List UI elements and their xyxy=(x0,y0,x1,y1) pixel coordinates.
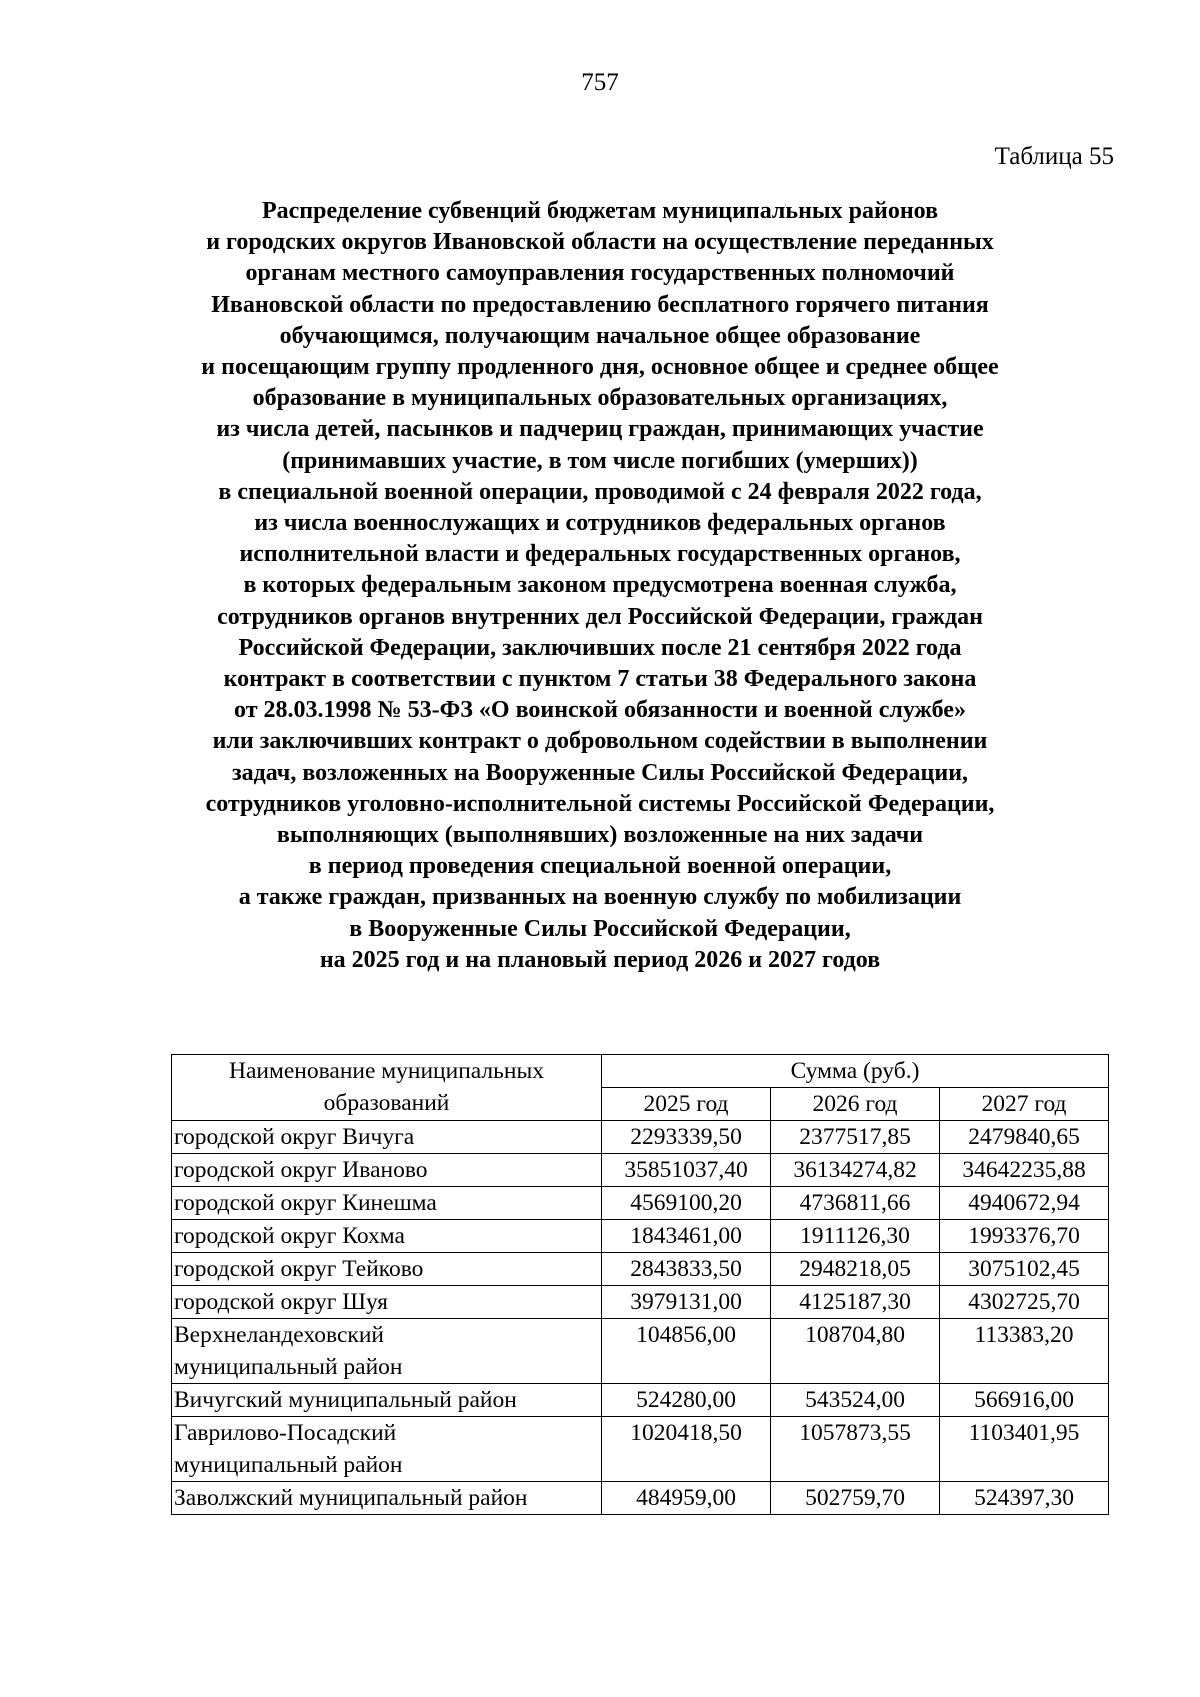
table-row xyxy=(172,1121,1109,1154)
municipality-name: городской округ Кинешма xyxy=(174,1190,437,1216)
municipality-name-cell xyxy=(172,1482,602,1515)
sum-column-header: Сумма (руб.) xyxy=(602,1055,1109,1088)
amount-2026-cell: 1911126,30 xyxy=(771,1220,940,1253)
title-line: Российской Федерации, заключивших после 21 сентября 2022 года xyxy=(238,634,962,661)
title-line: от 28.03.1998 № 53-ФЗ «О воинской обязанности и военной службе» xyxy=(234,697,966,724)
municipality-name-cell xyxy=(172,1121,602,1154)
title-line: обучающимся, получающим начальное общее образование xyxy=(279,322,921,349)
municipality-name-continued: муниципальный район xyxy=(174,1452,403,1478)
amount-2027-cell: 566916,00 xyxy=(940,1384,1109,1417)
table-row xyxy=(172,1417,1109,1482)
title-line: сотрудников органов внутренних дел Российской Федерации, граждан xyxy=(217,603,983,630)
title-line: образование в муниципальных образовательных организациях, xyxy=(252,385,948,412)
title-line: из числа детей, пасынков и падчериц граждан, принимающих участие xyxy=(216,416,984,443)
title-line: а также граждан, призванных на военную службу по мобилизации xyxy=(238,884,962,911)
municipality-name: городской округ Шуя xyxy=(174,1289,388,1315)
title-line: в которых федеральным законом предусмотрена военная служба, xyxy=(243,572,957,599)
municipality-name-cell xyxy=(172,1384,602,1417)
year-header-2027: 2027 год xyxy=(940,1088,1109,1121)
title-line: Ивановской области по предоставлению бесплатного горячего питания xyxy=(211,291,989,318)
page-number: 757 xyxy=(581,69,619,96)
title-line: (принимавших участие, в том числе погибших (умерших)) xyxy=(282,447,918,474)
amount-2026-cell: 2948218,05 xyxy=(771,1253,940,1286)
table-label: Таблица 55 xyxy=(994,143,1114,170)
amount-2026-cell: 2377517,85 xyxy=(771,1121,940,1154)
amount-2026-cell: 36134274,82 xyxy=(771,1154,940,1187)
header-line: Наименование муниципальных xyxy=(229,1058,544,1084)
amount-2025-cell: 1843461,00 xyxy=(602,1220,771,1253)
amount-2026-cell: 4125187,30 xyxy=(771,1286,940,1319)
municipality-name-cell xyxy=(172,1286,602,1319)
document-title xyxy=(150,196,1050,976)
amount-2025-cell: 2843833,50 xyxy=(602,1253,771,1286)
municipality-column-header xyxy=(172,1055,602,1121)
amount-2026-cell: 502759,70 xyxy=(771,1482,940,1515)
subsidy-table xyxy=(171,1054,1109,1515)
header-line: образований xyxy=(323,1090,450,1116)
amount-2025-cell: 2293339,50 xyxy=(602,1121,771,1154)
year-header-2026: 2026 год xyxy=(771,1088,940,1121)
amount-2026-cell: 4736811,66 xyxy=(771,1187,940,1220)
municipality-name-cell xyxy=(172,1220,602,1253)
municipality-name: Вичугский муниципальный район xyxy=(174,1387,517,1413)
title-line: выполняющих (выполнявших) возложенные на них задачи xyxy=(276,822,924,849)
title-line: в период проведения специальной военной операции, xyxy=(308,853,892,880)
amount-2025-cell: 524280,00 xyxy=(602,1384,771,1417)
municipality-name-cell xyxy=(172,1319,602,1384)
title-line: из числа военнослужащих и сотрудников федеральных органов xyxy=(254,510,946,537)
amount-2027-cell: 1993376,70 xyxy=(940,1220,1109,1253)
municipality-name: городской округ Кохма xyxy=(174,1223,405,1249)
municipality-name: городской округ Вичуга xyxy=(174,1124,415,1150)
title-line: Распределение субвенций бюджетам муниципальных районов xyxy=(261,198,939,224)
title-line: в специальной военной операции, проводимой с 24 февраля 2022 года, xyxy=(218,478,982,505)
municipality-name-cell xyxy=(172,1187,602,1220)
amount-2026-cell: 543524,00 xyxy=(771,1384,940,1417)
table-row xyxy=(172,1154,1109,1187)
amount-2025-cell: 35851037,40 xyxy=(602,1154,771,1187)
amount-2027-cell: 524397,30 xyxy=(940,1482,1109,1515)
amount-2025-cell: 104856,00 xyxy=(602,1319,771,1384)
amount-2027-cell: 4302725,70 xyxy=(940,1286,1109,1319)
amount-2025-cell: 3979131,00 xyxy=(602,1286,771,1319)
amount-2026-cell: 108704,80 xyxy=(771,1319,940,1384)
title-line: контракт в соответствии с пунктом 7 статьи 38 Федерального закона xyxy=(223,666,977,693)
title-line: и городских округов Ивановской области на осуществление переданных xyxy=(206,229,994,256)
table-row xyxy=(172,1286,1109,1319)
title-line: в Вооруженные Силы Российской Федерации, xyxy=(349,915,851,942)
amount-2027-cell: 3075102,45 xyxy=(940,1253,1109,1286)
municipality-name: городской округ Тейково xyxy=(174,1256,424,1282)
municipality-name: Заволжский муниципальный район xyxy=(174,1485,528,1511)
title-line: задач, возложенных на Вооруженные Силы Российской Федерации, xyxy=(231,759,969,786)
amount-2027-cell: 4940672,94 xyxy=(940,1187,1109,1220)
title-line: и посещающим группу продленного дня, основное общее и среднее общее xyxy=(201,354,999,381)
municipality-name-cell xyxy=(172,1417,602,1482)
amount-2025-cell: 4569100,20 xyxy=(602,1187,771,1220)
table-row xyxy=(172,1482,1109,1515)
municipality-name-cell xyxy=(172,1253,602,1286)
amount-2027-cell: 2479840,65 xyxy=(940,1121,1109,1154)
table-header-row xyxy=(172,1055,1109,1088)
municipality-name-continued: муниципальный район xyxy=(174,1354,403,1380)
year-header-2025: 2025 год xyxy=(602,1088,771,1121)
amount-2026-cell: 1057873,55 xyxy=(771,1417,940,1482)
title-line: на 2025 год и на плановый период 2026 и 2027 годов xyxy=(319,946,881,973)
title-line: органам местного самоуправления государственных полномочий xyxy=(245,260,955,287)
amount-2027-cell: 34642235,88 xyxy=(940,1154,1109,1187)
table-row xyxy=(172,1384,1109,1417)
title-line: исполнительной власти и федеральных государственных органов, xyxy=(239,541,961,568)
amount-2027-cell: 113383,20 xyxy=(940,1319,1109,1384)
table-row xyxy=(172,1319,1109,1384)
table-row xyxy=(172,1253,1109,1286)
table-row xyxy=(172,1220,1109,1253)
municipality-name: Верхнеландеховский xyxy=(174,1322,384,1348)
municipality-name: городской округ Иваново xyxy=(174,1157,428,1183)
amount-2025-cell: 1020418,50 xyxy=(602,1417,771,1482)
table-row xyxy=(172,1187,1109,1220)
municipality-name: Гаврилово-Посадский xyxy=(174,1420,397,1446)
amount-2025-cell: 484959,00 xyxy=(602,1482,771,1515)
amount-2027-cell: 1103401,95 xyxy=(940,1417,1109,1482)
municipality-name-cell xyxy=(172,1154,602,1187)
title-line: или заключивших контракт о добровольном содействии в выполнении xyxy=(212,728,988,755)
title-line: сотрудников уголовно-исполнительной системы Российской Федерации, xyxy=(205,790,995,817)
